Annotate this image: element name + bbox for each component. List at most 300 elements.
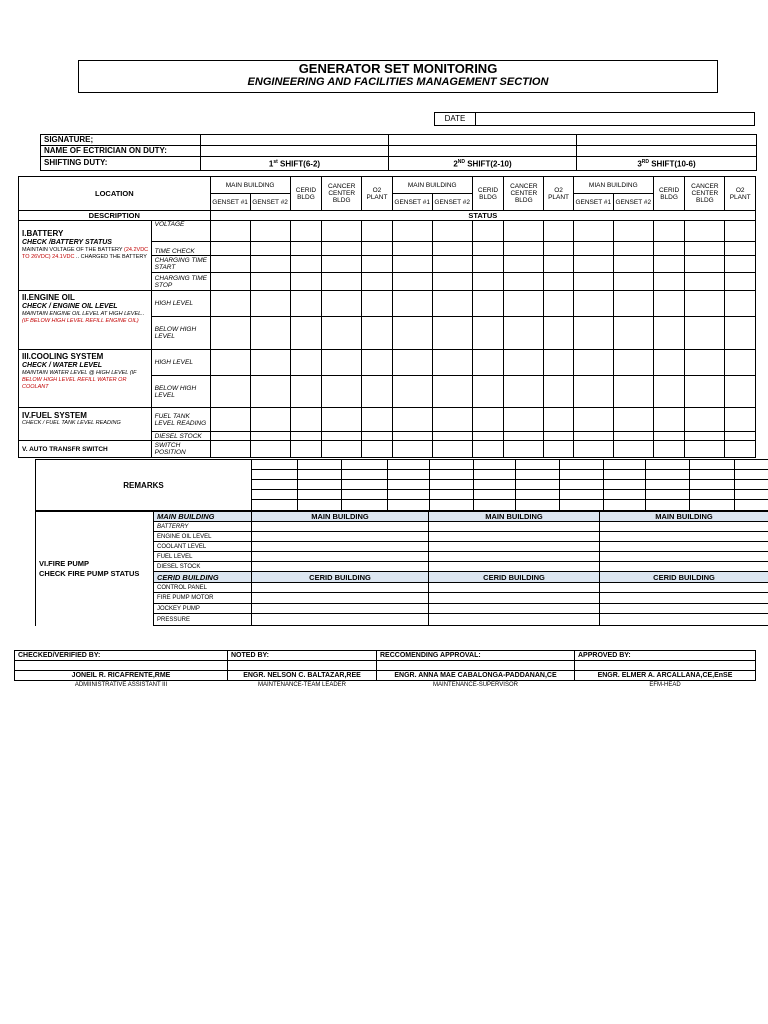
status-cell[interactable] bbox=[504, 256, 544, 273]
remarks-cell[interactable] bbox=[735, 470, 768, 480]
status-cell[interactable] bbox=[725, 273, 756, 291]
fire-pump-cell[interactable] bbox=[429, 593, 600, 604]
row-label: SWITCH POSITION bbox=[151, 441, 210, 458]
status-cell[interactable] bbox=[250, 408, 290, 432]
status-cell[interactable] bbox=[613, 317, 653, 350]
status-cell[interactable] bbox=[392, 242, 432, 256]
status-cell[interactable] bbox=[573, 317, 613, 350]
remarks-cell[interactable] bbox=[646, 500, 690, 511]
engine-oil-note: MAINTAIN ENGINE OIL LEVEL AT HIGH LEVEL.. (IF BELOW HIGH LEVEL REFILL ENGINE OIL) bbox=[22, 311, 145, 324]
status-cell[interactable] bbox=[725, 256, 756, 273]
remarks-cell[interactable] bbox=[604, 490, 646, 500]
status-cell[interactable] bbox=[472, 441, 504, 458]
status-cell[interactable] bbox=[472, 273, 504, 291]
col-cancer: CANCER CENTER BLDG bbox=[685, 177, 725, 211]
remarks-cell[interactable] bbox=[690, 500, 735, 511]
status-cell[interactable] bbox=[544, 291, 573, 317]
status-cell[interactable] bbox=[472, 317, 504, 350]
status-cell[interactable] bbox=[362, 273, 393, 291]
checked-label: CHECKED/VERIFIED BY: bbox=[15, 651, 228, 661]
status-cell[interactable] bbox=[504, 317, 544, 350]
fire-pump-cell[interactable] bbox=[429, 542, 600, 552]
remarks-cell[interactable] bbox=[604, 500, 646, 511]
status-cell[interactable] bbox=[613, 242, 653, 256]
col-main-building: MAIN BUILDING bbox=[210, 177, 290, 194]
status-cell[interactable] bbox=[504, 376, 544, 408]
status-cell[interactable] bbox=[653, 350, 685, 376]
status-cell[interactable] bbox=[322, 273, 362, 291]
fire-pump-cell[interactable] bbox=[252, 614, 429, 626]
status-cell[interactable] bbox=[322, 242, 362, 256]
fire-pump-col-cerid: CERID BUILDING bbox=[600, 572, 768, 583]
remarks-cell[interactable] bbox=[474, 480, 516, 490]
status-cell[interactable] bbox=[613, 441, 653, 458]
status-cell[interactable] bbox=[392, 376, 432, 408]
signature-cell[interactable] bbox=[389, 135, 577, 146]
status-cell[interactable] bbox=[613, 291, 653, 317]
remarks-cell[interactable] bbox=[430, 500, 474, 511]
status-cell[interactable] bbox=[653, 441, 685, 458]
status-cell[interactable] bbox=[432, 408, 472, 432]
remarks-cell[interactable] bbox=[735, 480, 768, 490]
status-cell[interactable] bbox=[322, 441, 362, 458]
status-cell[interactable] bbox=[250, 273, 290, 291]
status-cell[interactable] bbox=[210, 317, 250, 350]
status-cell[interactable] bbox=[613, 408, 653, 432]
status-cell[interactable] bbox=[573, 273, 613, 291]
status-cell[interactable] bbox=[685, 256, 725, 273]
remarks-cell[interactable] bbox=[690, 460, 735, 470]
status-cell[interactable] bbox=[613, 376, 653, 408]
status-cell[interactable] bbox=[725, 441, 756, 458]
status-cell[interactable] bbox=[573, 242, 613, 256]
remarks-cell[interactable] bbox=[474, 490, 516, 500]
signatory-name: ENGR. NELSON C. BALTAZAR,REE bbox=[228, 671, 377, 681]
status-cell[interactable] bbox=[322, 350, 362, 376]
remarks-cell[interactable] bbox=[474, 500, 516, 511]
status-cell[interactable] bbox=[544, 242, 573, 256]
status-cell[interactable] bbox=[573, 221, 613, 242]
status-cell[interactable] bbox=[290, 317, 322, 350]
remarks-cell[interactable] bbox=[474, 460, 516, 470]
remarks-cell[interactable] bbox=[646, 490, 690, 500]
fire-pump-row: ENGINE OIL LEVEL bbox=[154, 532, 252, 542]
status-cell[interactable] bbox=[432, 432, 472, 441]
status-cell[interactable] bbox=[322, 291, 362, 317]
signature-space[interactable] bbox=[15, 661, 228, 671]
remarks-cell[interactable] bbox=[298, 500, 342, 511]
status-cell[interactable] bbox=[472, 376, 504, 408]
status-cell[interactable] bbox=[653, 242, 685, 256]
status-cell[interactable] bbox=[392, 317, 432, 350]
status-cell[interactable] bbox=[362, 291, 393, 317]
status-cell[interactable] bbox=[472, 350, 504, 376]
signature-cell[interactable] bbox=[201, 135, 389, 146]
status-cell[interactable] bbox=[504, 242, 544, 256]
fire-pump-cell[interactable] bbox=[600, 593, 768, 604]
status-cell[interactable] bbox=[544, 441, 573, 458]
remarks-cell[interactable] bbox=[388, 490, 430, 500]
fire-pump-cell[interactable] bbox=[429, 614, 600, 626]
remarks-cell[interactable] bbox=[388, 500, 430, 511]
status-cell[interactable] bbox=[392, 350, 432, 376]
status-cell[interactable] bbox=[544, 256, 573, 273]
status-cell[interactable] bbox=[653, 273, 685, 291]
status-cell[interactable] bbox=[504, 350, 544, 376]
remarks-cell[interactable] bbox=[690, 470, 735, 480]
status-cell[interactable] bbox=[432, 273, 472, 291]
fire-pump-cell[interactable] bbox=[252, 552, 429, 562]
remarks-cell[interactable] bbox=[252, 460, 298, 470]
remarks-cell[interactable] bbox=[342, 460, 388, 470]
status-cell[interactable] bbox=[210, 408, 250, 432]
remarks-cell[interactable] bbox=[474, 470, 516, 480]
status-cell[interactable] bbox=[725, 376, 756, 408]
signature-table bbox=[40, 134, 757, 171]
remarks-cell[interactable] bbox=[252, 490, 298, 500]
status-cell[interactable] bbox=[504, 408, 544, 432]
remarks-cell[interactable] bbox=[298, 470, 342, 480]
status-cell[interactable] bbox=[472, 291, 504, 317]
fire-pump-cell[interactable] bbox=[600, 583, 768, 593]
status-cell[interactable] bbox=[392, 221, 432, 242]
status-cell[interactable] bbox=[504, 221, 544, 242]
date-field[interactable] bbox=[474, 112, 755, 126]
remarks-cell[interactable] bbox=[252, 480, 298, 490]
status-cell[interactable] bbox=[613, 221, 653, 242]
form-title: GENERATOR SET MONITORING bbox=[298, 61, 498, 76]
status-cell[interactable] bbox=[685, 242, 725, 256]
status-cell[interactable] bbox=[250, 441, 290, 458]
remarks-cell[interactable] bbox=[646, 460, 690, 470]
status-cell[interactable] bbox=[432, 317, 472, 350]
status-cell[interactable] bbox=[613, 350, 653, 376]
signature-space[interactable] bbox=[575, 661, 756, 671]
status-cell[interactable] bbox=[472, 408, 504, 432]
status-cell[interactable] bbox=[362, 432, 393, 441]
status-cell[interactable] bbox=[250, 256, 290, 273]
status-cell[interactable] bbox=[210, 291, 250, 317]
status-cell[interactable] bbox=[685, 441, 725, 458]
fire-pump-cell[interactable] bbox=[429, 583, 600, 593]
battery-section bbox=[19, 221, 152, 291]
status-cell[interactable] bbox=[322, 408, 362, 432]
status-cell[interactable] bbox=[250, 350, 290, 376]
status-cell[interactable] bbox=[290, 376, 322, 408]
status-cell[interactable] bbox=[504, 441, 544, 458]
electrician-label: NAME OF ECTRICIAN ON DUTY: bbox=[41, 146, 201, 157]
status-cell[interactable] bbox=[290, 273, 322, 291]
fire-pump-cell[interactable] bbox=[600, 522, 768, 532]
status-cell[interactable] bbox=[725, 350, 756, 376]
status-cell[interactable] bbox=[210, 273, 250, 291]
remarks-cell[interactable] bbox=[342, 480, 388, 490]
fire-pump-cell[interactable] bbox=[252, 583, 429, 593]
status-cell[interactable] bbox=[210, 242, 250, 256]
status-cell[interactable] bbox=[210, 432, 250, 441]
remarks-cell[interactable] bbox=[252, 500, 298, 511]
col-cerid: CERID BLDG bbox=[472, 177, 504, 211]
remarks-cell[interactable] bbox=[560, 480, 604, 490]
status-cell[interactable] bbox=[573, 350, 613, 376]
electrician-cell[interactable] bbox=[389, 146, 577, 157]
status-cell[interactable] bbox=[362, 376, 393, 408]
status-cell[interactable] bbox=[725, 317, 756, 350]
electrician-cell[interactable] bbox=[201, 146, 389, 157]
fire-pump-cell[interactable] bbox=[429, 562, 600, 572]
status-cell[interactable] bbox=[544, 408, 573, 432]
status-cell[interactable] bbox=[725, 408, 756, 432]
fire-pump-cell[interactable] bbox=[429, 522, 600, 532]
status-cell[interactable] bbox=[250, 376, 290, 408]
status-cell[interactable] bbox=[392, 441, 432, 458]
status-cell[interactable] bbox=[362, 408, 393, 432]
status-cell[interactable] bbox=[573, 432, 613, 441]
status-cell[interactable] bbox=[322, 376, 362, 408]
remarks-cell[interactable] bbox=[735, 460, 768, 470]
status-cell[interactable] bbox=[392, 273, 432, 291]
status-cell[interactable] bbox=[210, 376, 250, 408]
signature-cell[interactable] bbox=[577, 135, 757, 146]
remarks-cell[interactable] bbox=[735, 500, 768, 511]
status-cell[interactable] bbox=[362, 317, 393, 350]
col-cancer: CANCER CENTER BLDG bbox=[504, 177, 544, 211]
date-label: DATE bbox=[434, 112, 476, 126]
remarks-cell[interactable] bbox=[646, 480, 690, 490]
fire-pump-cerid-header: CERID BUILDING bbox=[154, 572, 252, 583]
status-cell[interactable] bbox=[504, 273, 544, 291]
remarks-cell[interactable] bbox=[516, 460, 560, 470]
status-cell[interactable] bbox=[290, 221, 322, 242]
status-cell[interactable] bbox=[613, 273, 653, 291]
col-o2: O2 PLANT bbox=[362, 177, 393, 211]
row-label: BELOW HIGH LEVEL bbox=[151, 376, 210, 408]
status-cell[interactable] bbox=[362, 242, 393, 256]
col-main-building: MAIN BUILDING bbox=[392, 177, 472, 194]
status-cell[interactable] bbox=[362, 256, 393, 273]
status-cell[interactable] bbox=[685, 432, 725, 441]
remarks-cell[interactable] bbox=[342, 500, 388, 511]
status-cell[interactable] bbox=[653, 256, 685, 273]
remarks-cell[interactable] bbox=[342, 490, 388, 500]
signatory-name: JONEIL R. RICAFRENTE,RME bbox=[15, 671, 228, 681]
status-cell[interactable] bbox=[685, 273, 725, 291]
status-cell[interactable] bbox=[653, 376, 685, 408]
engine-oil-title: II.ENGINE OIL bbox=[22, 293, 75, 302]
status-cell[interactable] bbox=[573, 291, 613, 317]
status-cell[interactable] bbox=[613, 432, 653, 441]
status-cell[interactable] bbox=[322, 317, 362, 350]
remarks-cell[interactable] bbox=[516, 500, 560, 511]
remarks-cell[interactable] bbox=[560, 470, 604, 480]
status-cell[interactable] bbox=[685, 376, 725, 408]
row-label: BELOW HIGH LEVEL bbox=[151, 317, 210, 350]
remarks-cell[interactable] bbox=[735, 490, 768, 500]
status-cell[interactable] bbox=[432, 376, 472, 408]
status-cell[interactable] bbox=[250, 291, 290, 317]
status-cell[interactable] bbox=[472, 242, 504, 256]
col-genset-1: GENSET #1 bbox=[573, 194, 613, 211]
status-cell[interactable] bbox=[725, 242, 756, 256]
status-cell[interactable] bbox=[725, 432, 756, 441]
remarks-cell[interactable] bbox=[516, 480, 560, 490]
remarks-cell[interactable] bbox=[388, 470, 430, 480]
status-cell[interactable] bbox=[653, 317, 685, 350]
status-cell[interactable] bbox=[472, 256, 504, 273]
status-cell[interactable] bbox=[250, 221, 290, 242]
fire-pump-cell[interactable] bbox=[252, 562, 429, 572]
status-cell[interactable] bbox=[504, 432, 544, 441]
status-cell[interactable] bbox=[432, 221, 472, 242]
signatory-name: ENGR. ANNA MAE CABALONGA-PADDANAN,CE bbox=[377, 671, 575, 681]
status-cell[interactable] bbox=[250, 317, 290, 350]
fire-pump-cell[interactable] bbox=[600, 614, 768, 626]
status-cell[interactable] bbox=[685, 317, 725, 350]
col-genset-1: GENSET #1 bbox=[210, 194, 250, 211]
signatories-table bbox=[14, 650, 756, 690]
fire-pump-row: CONTROL PANEL bbox=[154, 583, 252, 593]
fire-pump-cell[interactable] bbox=[429, 604, 600, 614]
status-cell[interactable] bbox=[432, 350, 472, 376]
fire-pump-cell[interactable] bbox=[252, 522, 429, 532]
fire-pump-cell[interactable] bbox=[252, 532, 429, 542]
remarks-cell[interactable] bbox=[298, 460, 342, 470]
remarks-cell[interactable] bbox=[298, 490, 342, 500]
status-cell[interactable] bbox=[290, 432, 322, 441]
remarks-cell[interactable] bbox=[604, 470, 646, 480]
status-cell[interactable] bbox=[472, 221, 504, 242]
fire-pump-row: DIESEL STOCK bbox=[154, 562, 252, 572]
status-cell[interactable] bbox=[362, 350, 393, 376]
fire-pump-cell[interactable] bbox=[429, 552, 600, 562]
status-cell[interactable] bbox=[210, 221, 250, 242]
status-cell[interactable] bbox=[432, 441, 472, 458]
status-cell[interactable] bbox=[210, 350, 250, 376]
fire-pump-cell[interactable] bbox=[252, 604, 429, 614]
remarks-cell[interactable] bbox=[560, 500, 604, 511]
status-cell[interactable] bbox=[432, 256, 472, 273]
status-cell[interactable] bbox=[290, 256, 322, 273]
fire-pump-cell[interactable] bbox=[600, 562, 768, 572]
engine-oil-subtitle: CHECK / ENGINE OIL LEVEL bbox=[22, 303, 118, 310]
status-cell[interactable] bbox=[725, 221, 756, 242]
remarks-cell[interactable] bbox=[430, 460, 474, 470]
status-cell[interactable] bbox=[392, 432, 432, 441]
remarks-cell[interactable] bbox=[430, 470, 474, 480]
status-cell[interactable] bbox=[544, 221, 573, 242]
fire-pump-section bbox=[36, 512, 154, 626]
remarks-cell[interactable] bbox=[516, 490, 560, 500]
signature-label: SIGNATURE; bbox=[41, 135, 201, 146]
remarks-cell[interactable] bbox=[690, 490, 735, 500]
remarks-cell[interactable] bbox=[430, 490, 474, 500]
electrician-cell[interactable] bbox=[577, 146, 757, 157]
status-cell[interactable] bbox=[544, 273, 573, 291]
status-cell[interactable] bbox=[573, 376, 613, 408]
status-cell[interactable] bbox=[290, 350, 322, 376]
status-cell[interactable] bbox=[685, 408, 725, 432]
status-cell[interactable] bbox=[653, 291, 685, 317]
status-cell[interactable] bbox=[322, 221, 362, 242]
status-cell[interactable] bbox=[573, 408, 613, 432]
status-cell[interactable] bbox=[685, 350, 725, 376]
remarks-cell[interactable] bbox=[388, 480, 430, 490]
status-cell[interactable] bbox=[392, 256, 432, 273]
status-cell[interactable] bbox=[653, 432, 685, 441]
status-cell[interactable] bbox=[210, 441, 250, 458]
status-cell[interactable] bbox=[290, 242, 322, 256]
status-cell[interactable] bbox=[725, 291, 756, 317]
fire-pump-cell[interactable] bbox=[600, 542, 768, 552]
status-cell[interactable] bbox=[362, 221, 393, 242]
status-cell[interactable] bbox=[290, 291, 322, 317]
status-cell[interactable] bbox=[613, 256, 653, 273]
fire-pump-table bbox=[35, 511, 768, 626]
status-cell[interactable] bbox=[685, 221, 725, 242]
remarks-cell[interactable] bbox=[690, 480, 735, 490]
remarks-cell[interactable] bbox=[560, 490, 604, 500]
remarks-cell[interactable] bbox=[604, 480, 646, 490]
remarks-cell[interactable] bbox=[604, 460, 646, 470]
signature-space[interactable] bbox=[228, 661, 377, 671]
col-cancer: CANCER CENTER BLDG bbox=[322, 177, 362, 211]
status-cell[interactable] bbox=[290, 408, 322, 432]
status-cell[interactable] bbox=[432, 242, 472, 256]
fire-pump-cell[interactable] bbox=[600, 532, 768, 542]
status-cell[interactable] bbox=[392, 408, 432, 432]
status-cell[interactable] bbox=[290, 441, 322, 458]
remarks-cell[interactable] bbox=[252, 470, 298, 480]
fire-pump-cell[interactable] bbox=[600, 604, 768, 614]
fire-pump-cell[interactable] bbox=[429, 532, 600, 542]
status-cell[interactable] bbox=[322, 432, 362, 441]
signature-space[interactable] bbox=[377, 661, 575, 671]
status-cell[interactable] bbox=[250, 242, 290, 256]
status-cell[interactable] bbox=[250, 432, 290, 441]
status-cell[interactable] bbox=[362, 441, 393, 458]
status-cell[interactable] bbox=[544, 376, 573, 408]
remarks-cell[interactable] bbox=[516, 470, 560, 480]
status-cell[interactable] bbox=[432, 291, 472, 317]
status-cell[interactable] bbox=[544, 432, 573, 441]
remarks-cell[interactable] bbox=[430, 480, 474, 490]
status-cell[interactable] bbox=[392, 291, 432, 317]
remarks-cell[interactable] bbox=[646, 470, 690, 480]
fire-pump-cell[interactable] bbox=[252, 542, 429, 552]
fire-pump-cell[interactable] bbox=[252, 593, 429, 604]
cooling-subtitle: CHECK / WATER LEVEL bbox=[22, 362, 102, 369]
status-cell[interactable] bbox=[685, 291, 725, 317]
status-cell[interactable] bbox=[322, 256, 362, 273]
fire-pump-row: FUEL LEVEL bbox=[154, 552, 252, 562]
row-label: CHARGING TIME STOP bbox=[151, 273, 210, 291]
status-cell[interactable] bbox=[504, 291, 544, 317]
remarks-cell[interactable] bbox=[388, 460, 430, 470]
remarks-cell[interactable] bbox=[298, 480, 342, 490]
status-cell[interactable] bbox=[573, 256, 613, 273]
status-cell[interactable] bbox=[210, 256, 250, 273]
status-cell[interactable] bbox=[653, 221, 685, 242]
status-cell[interactable] bbox=[573, 441, 613, 458]
fire-pump-cell[interactable] bbox=[600, 552, 768, 562]
remarks-cell[interactable] bbox=[560, 460, 604, 470]
status-cell[interactable] bbox=[544, 317, 573, 350]
col-main-building: MIAN BUILDING bbox=[573, 177, 653, 194]
status-cell[interactable] bbox=[472, 432, 504, 441]
remarks-cell[interactable] bbox=[342, 470, 388, 480]
status-cell[interactable] bbox=[544, 350, 573, 376]
status-cell[interactable] bbox=[653, 408, 685, 432]
